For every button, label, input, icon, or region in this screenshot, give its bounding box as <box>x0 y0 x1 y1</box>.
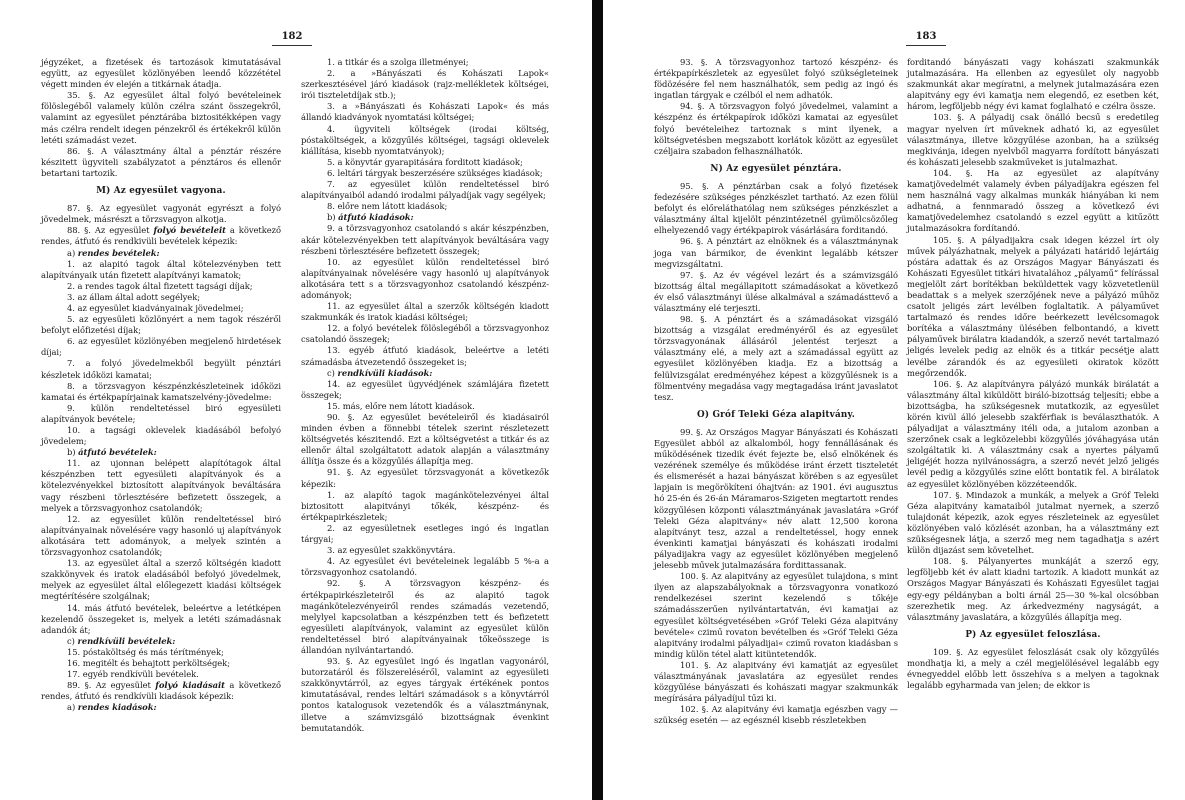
paragraph: 98. §. A pénztárt és a számadásokat vizsgáló bizottság a vizsgálat eredményéről és az egyesület törzsvagyonának állásáról jelentést terjeszt a választmány elé, a mely azt a számadással együtt az egyesület közlönyében kiadja. Ez a bizottság a felülvizsgálat eredményéhez képest a közgyűlésnek is a fölmentvény megadása vagy megtagadása iránt javaslatot tesz. <box>654 314 898 402</box>
paragraph: 9. a törzsvagyonhoz csatolandó s akár készpénzben, akár kötelezvényekben tett alapítványok beváltására vagy részbeni törlesztésére befizetett összegek; <box>301 223 549 256</box>
emphasis-text: rendes bevételek: <box>77 247 160 258</box>
paragraph: 93. §. Az egyesület ingó és ingatlan vagyonáról, butorzatáról és fölszereléséről, valamint az egyesületi szakkönyvtárról, az egyes tárgyak értékének pontos kimutatásával, rendes leltári számadások s a könyvtárról pontos katalogusok vezetendők és a választmánynak, illetve a számvizsgáló bizottságnak évenkint bemutatandók. <box>301 656 549 733</box>
emphasis-text: folyó bevételeit <box>153 225 226 236</box>
text-column <box>654 57 898 726</box>
paragraph: 102. §. Az alapitvány évi kamatja egészben vagy — szükség esetén — az egésznél kisebb részletekben <box>654 704 898 726</box>
paragraph-text: b) <box>67 447 79 458</box>
paragraph: 10. a tagsági oklevelek kiadásából befolyó jövedelem; <box>41 425 281 447</box>
paragraph: 2. a »Bányászati és Kohászati Lapok« szerkesztésével járó kiadások (rajz-mellékletek költségei, irói tiszteletdíjak stb.); <box>301 68 549 101</box>
paragraph: 93. §. A törzsvagyonhoz tartozó készpénz- és értékpapírkészletek az egyesület folyó szükségleteinek födözésére fel nem használhatók, sem pedig az ingó és ingatlan tárgyak e czélból el nem adhatók. <box>654 57 898 101</box>
emphasis-text: átfutó bevételek: <box>78 447 157 458</box>
paragraph: forditandó bányászati vagy kohászati szakmunkák jutalmazására. Ha ellenben az egyesület oly nagyobb szakmunkát akar megíratni, a melynek jutalmazására ezen alapitvány egy évi kamatja nem elegendő, ez esetben két, három, legföljebb négy évi kamat foglalható e czélra össze. <box>907 57 1159 112</box>
paragraph: 101. §. Az alapitvány évi kamatját az egyesület választmányának javaslatára az egyesület rendes közgyűlése bányászati és kohászati magyar szakmunkák megírására pályadíjul tűzi ki. <box>654 659 898 704</box>
paragraph: 3. az egyesület szakkönyvtára. <box>327 545 456 556</box>
paragraph: 6. leltári tárgyak beszerzésére szükséges kiadások; <box>327 167 543 178</box>
paragraph: 5. a könyvtár gyarapitására forditott kiadások; <box>327 156 523 167</box>
section-heading: N) Az egyesület pénztára. <box>710 163 842 174</box>
book-gutter <box>592 0 603 800</box>
page-number: 182 <box>281 31 303 42</box>
paragraph: 1. a titkár és a szolga illetményei; <box>327 57 469 67</box>
paragraph <box>41 702 281 713</box>
paragraph: 90. §. Az egyesület bevételeiről és kiadásairól minden évben a fönnebbi tételek szerint részletezett költségvetés készitendő. Ezt a költségvetést a titkár és az ellenőr által szolgáltatott adatok alapján a választmány állítja össze és a közgyűlés állapítja meg. <box>301 412 549 467</box>
paragraph <box>41 636 281 647</box>
paragraph: 100. §. Az alapitvány az egyesület tulajdona, s mint ilyen az alapszabályoknak a törzsvagyonra vonatkozó rendelkezései szerint kezelendő s tőkéje számadásszerűen nyilvántartatván, évi kamatjai az egyesület költségvetésében »Gróf Teleki Géza alapitvány bevétele« czimű rovaton bevételben és »Gróf Teleki Géza alapitvány irodalmi pályadijai« czimű rovaton kiadásban s mindig külön tétel alatt kitüntetendők. <box>654 571 898 659</box>
paragraph-text: 88. §. Az egyesület <box>67 225 154 236</box>
paragraph: 87. §. Az egyesület vagyonát egyrészt a folyó jövedelmek, másrészt a törzsvagyon alkotja. <box>41 203 281 225</box>
paragraph: 35. §. Az egyesület által folyó bevételeinek fölöslegéből valamely külön czélra szánt összegekről, valamint az egyesület pénztárába biztositékképen vagy más czélra rendelt idegen pénzekről és értékekről külön letéti számadást vezet. <box>41 90 281 145</box>
text-column <box>41 57 281 713</box>
paragraph: 99. §. Az Országos Magyar Bányászati és Kohászati Egyesület abból az alkalomból, hogy fennállásának és működésének tizedik évét fejezte be, első elnökének és vezérének személye és működése iránt érzett tiszteletét és elismerését a hazai bányászat körében s az egyesület lapjain is megörökíteni óhajtván: az 1901. évi augusztus hó 25-én és 26-án Máramaros-Szigeten megtartott rendes közgyűlésen központi választmányának javaslatára »Gróf Teleki Géza alapitvány« név alatt 12,500 korona alapítványt tesz, azzal a rendeltetéssel, hogy ennek évenkinti kamatjai bányászati és kohászati irodalmi pályadijakra vagy az egyesület közlönyében megjelenő jelesebb művek jutalmazására fordittassanak. <box>654 426 898 571</box>
paragraph: 12. az egyesület külön rendeltetéssel biró alapítványainak növelésére vagy hasonló uj alapítványok alkotására tett adományok, a melyek szintén a törzsvagyonhoz csatolandók; <box>41 513 281 558</box>
paragraph-text: c) <box>327 367 338 378</box>
paragraph: 4. ügyviteli költségek (irodai költség, póstaköltségek, a közgyűlés költségei, tagsági oklevelek kiállítása, kisebb nyomtatványok); <box>301 123 549 156</box>
paragraph-text: a) <box>67 702 78 713</box>
paragraph: 4. az egyesület kiadványainak jövedelmei; <box>67 302 244 313</box>
emphasis-text: rendes kiadások: <box>77 702 157 713</box>
paragraph-text: 89. §. Az egyesület <box>67 680 156 691</box>
paragraph-text: a) <box>67 247 78 258</box>
paragraph <box>301 368 549 379</box>
paragraph: 2. a rendes tagok által fizetett tagsági díjak; <box>67 280 253 291</box>
paragraph-text: a következő rendes, átfutó és rendkivüli bevételek képezik: <box>41 225 282 247</box>
paragraph-text: c) <box>67 635 78 646</box>
page-number-rule <box>906 45 946 46</box>
paragraph: 105. §. A pályadijakra csak idegen kézzel írt oly művek pályázhatnak, melyek a pályázati határidő lejártáig póstára adattak és az Országos Magyar Bányászati és Kohászati Egyesület titkári hivatalához „pályamű“ felírással megjelölt zárt borítékban beküldettek vagy közvetetlenül beadattak s a melyek szerzőjének neve a pályázó műhöz csatolt jeligés zárt levélben foglaltatik. A pályaművet tartalmazó és rendes időre beérkezett levélcsomagok borítéka a választmány ülésében felbontandó, a kivett pályaművek birálatra kiadandók, a szerző nevét tartalmazó jeligés levelek pedig az elnök és a titkár pecsétje alatt levélbe zárandók és az egyesületi okiratok között megőrzendők. <box>907 234 1159 378</box>
paragraph <box>301 212 549 223</box>
section-heading: O) Gróf Teleki Géza alapitvány. <box>696 409 856 420</box>
text-column <box>907 57 1159 691</box>
paragraph-text: a következő rendes, átfutó és rendkívüli kiadások képezik: <box>41 680 282 702</box>
paragraph: 106. §. Az alapítványra pályázó munkák birálatát a választmány által kiküldött biráló-bizottság teljesíti; ebbe a bizottságba, ha szükségesnek mutatkozik, az egyesület körén kivül álló jelesebb szakférfiak is beválaszthatók. A pályadijat a választmány itéli oda, a jutalom azonban a szerzőnek csak a legközelebbi közgyűlés jóváhagyása után szolgáltatik ki. A választmány csak a nyertes pályamű jeligéjét hozza nyilvánosságra, a szerző nevét jelző jeligés levél pedig a közgyűlés szine előtt bontatik fel. A birálatok az egyesület közlönyében közzéteendők. <box>907 378 1159 489</box>
paragraph: 7. a folyó jövedelmekből begyült pénztári készletek időközi kamatai; <box>41 358 281 380</box>
emphasis-text: rendkívüli bevételek: <box>77 635 176 646</box>
paragraph <box>41 225 281 247</box>
paragraph: jégyzéket, a fizetések és tartozások kimutatásával együtt, az egyesület közlönyében leendő közzététel végett minden év elején a titkárnak átadja. <box>41 57 281 90</box>
paragraph: 7. az egyesület külön rendeltetéssel biró alapítványaiból adandó irodalmi pályadíjak vagy segélyek; <box>301 179 549 201</box>
section-heading: M) Az egyesület vagyona. <box>96 186 226 197</box>
paragraph: 1. az alapitó tagok által kötelezvényben tett alapítványaik után fizetett alapítványi kamatok; <box>41 258 281 280</box>
paragraph <box>41 248 281 259</box>
paragraph: 94. §. A törzsvagyon folyó jövedelmei, valamint a készpénz és értékpapírok időközi kamatai az egyesület folyó bevételeihez tartoznak s mint ilyenek, a költségvetésben megszabott korlátok között az egyesület czéljaira szabadon felhasználhatók. <box>654 101 898 156</box>
paragraph: 86. §. A választmány által a pénztár részére készitett ügyviteli szabályzatot a pénztáros és ellenőr betartani tartozik. <box>41 145 281 178</box>
emphasis-text: átfutó kiadások: <box>338 212 414 223</box>
paragraph <box>41 680 281 702</box>
paragraph: 4. Az egyesület évi bevételeinek legalább 5 %-a a törzsvagyonhoz csatolandó. <box>301 556 549 578</box>
paragraph: 16. megitélt és behajtott perköltségek; <box>67 657 230 668</box>
paragraph: 109. §. Az egyesület feloszlását csak oly közgyűlés mondhatja ki, a mely a czél megjelölésével legalább egy évnegyeddel előbb lett összehíva s a melyen a tagoknak legalább egyharmada van jelen; de ekkor is <box>907 646 1159 691</box>
paragraph: 108. §. Pályanyertes munkáját a szerző egy, legföljebb két év alatt kiadni tartozik. A kiadott munkát az Országos Magyar Bányászati és Kohászati Egyesület tagjai egy-egy példányban a bolti árnál 25—30 %-kal olcsóbban szerezhetik meg. Az árkedvezmény nagyságát, a választmány javaslatára, a közgyűlés állapítja meg. <box>907 556 1159 622</box>
paragraph: 5. az egyesületi közlönyért a nem tagok részéről befolyt előfizetési díjak; <box>41 314 281 336</box>
paragraph: 8. a törzsvagyon készpénzkészleteinek időközi kamatai és értékpapírjainak kamatszelvény-jövedelme: <box>41 380 281 402</box>
page-number: 183 <box>915 31 937 42</box>
paragraph-text: b) <box>327 212 339 223</box>
paragraph: 2. az egyesületnek esetleges ingó és ingatlan tárgyai; <box>301 522 549 545</box>
emphasis-text: folyó kiadásait <box>155 680 225 691</box>
paragraph: 96. §. A pénztárt az elnöknek és a választmánynak joga van bármikor, de évenkint legalább kétszer megvizsgáltatni. <box>654 236 898 269</box>
paragraph: 104. §. Ha az egyesület az alapítvány kamatjövedelmét valamely évben pályadíjakra egészen fel nem használná vagy alkalmas munkák hiányában ki nem adhatná, a fennmaradó összeg a következő évi kamatjövedelemhez csatolandó s ezzel együtt a kitűzött jutalmazásokra fordítandó. <box>907 167 1159 234</box>
paragraph: 13. egyéb átfutó kiadások, beleértve a letéti számadásba átvezetendő összegeket is; <box>301 345 549 367</box>
text-column <box>301 57 549 734</box>
paragraph: 6. az egyesület közlönyében megjelenő hirdetések díjai; <box>41 336 281 358</box>
paragraph: 12. a folyó bevételek fölöslegéből a törzsvagyonhoz csatolandó összegek; <box>301 323 549 345</box>
paragraph: 3. a »Bányászati és Kohászati Lapok« és más állandó kiadványok nyomtatási költségei; <box>301 101 549 123</box>
paragraph: 9. külön rendeltetéssel biró egyesületi alapítványok bevétele; <box>41 402 281 424</box>
page-number-rule <box>272 45 312 46</box>
paragraph: 13. az egyesület által a szerző költségén kiadott szakkönyvek és iratok eladásából befolyó jövedelmek, melyek az egyesület által előlegezett kiadási költségek megtérítésére szolgálnak; <box>41 558 281 602</box>
paragraph: 14. más átfutó bevételek, beleértve a letétképen kezelendő összegeket is, melyek a letéti számadásnak adandók át; <box>41 602 281 635</box>
paragraph: 91. §. Az egyesület törzsvagyonát a következők képezik: <box>301 467 549 489</box>
paragraph: 15. más, előre nem látott kiadások. <box>327 400 475 411</box>
paragraph: 8. előre nem látott kiadások; <box>327 201 448 212</box>
paragraph <box>41 447 281 458</box>
section-heading: P) Az egyesület feloszlása. <box>965 629 1101 640</box>
paragraph: 15. póstaköltség és más térítmények; <box>67 646 224 657</box>
paragraph: 103. §. A pályadij csak önálló becsű s eredetileg magyar nyelven írt műveknek adható ki, az egyesület választmánya, illetve közgyűlése azonban, ha a szükség megkivánja, idegen nyelvből magyarra fordított bányászati és kohászati jelesebb szakműveket is jutalmazhat. <box>907 112 1159 167</box>
paragraph: 95. §. A pénztárban csak a folyó fizetések fedezésére szükséges pénzkészlet tartható. Az ezen fölül befolyt és előreláthatólag nem szükséges pénzkészlet a választmány által kijelölt pénzintézetnél gyümölcsözőleg elhelyezendő vagy értékpapirok vásárlására forditandó. <box>654 180 898 236</box>
paragraph: 92. §. A törzsvagyon készpénz- és értékpapirkészleteiről és az alapitó tagok magánkötelezvényeiről rendes számadás vezetendő, melylyel kapcsolatban a készpénzben tett és befizetett egyesületi alapítványok, valamint az egyesület külön rendeltetéssel biró alapítványainak tőkeösszege is állandóan nyilvántartandó. <box>301 578 549 655</box>
emphasis-text: rendkívüli kiadások: <box>337 367 433 378</box>
paragraph: 14. az egyesület ügyvédjének számlájára fizetett összegek; <box>301 378 549 400</box>
paragraph: 10. az egyesület külön rendeltetéssel biró alapítványainak növelésére vagy hasonló uj alapítványok alkotására tett s a törzsvagyonhoz csatolandó készpénz-adományok; <box>301 256 549 300</box>
paragraph: 97. §. Az év végével lezárt és a számvizsgáló bizottság által megállapitott számadásokat a következő év első választmányi ülése alkalmával a számadásttevő a választmány elé terjeszti. <box>654 269 898 313</box>
paragraph: 3. az állam által adott segélyek; <box>67 291 201 302</box>
paragraph: 11. az egyesület által a szerzők költségén kiadott szakmunkák és iratok kiadási költségei; <box>301 301 549 323</box>
paragraph: 17. egyéb rendkívüli bevételek. <box>67 669 199 680</box>
page-182 <box>0 0 592 800</box>
paragraph: 11. az ujonnan belépett alapítótagok által készpénzben tett egyesületi alapítványok és a kötelezvényekkel biztosított alapítványok beváltására vagy részbeni törlesztésére befizetett összegek, a melyek a törzsvagyonhoz csatolandók; <box>41 458 281 513</box>
paragraph: 1. az alapító tagok magánkötelezvényei által biztositott alapitványi tőkék, készpénz- és értékpapirkészletek; <box>301 489 549 522</box>
paragraph: 107. §. Mindazok a munkák, a melyek a Gróf Teleki Géza alapitvány kamataiból jutalmat nyernek, a szerző tulajdonát képezik, azok egyes részleteinek az egyesület közlönyében való közlését azonban, ha a választmány ezt szükségesnek látja, a szerző meg nem tagadhatja s azért külön dijazást sem követelhet. <box>907 489 1159 556</box>
